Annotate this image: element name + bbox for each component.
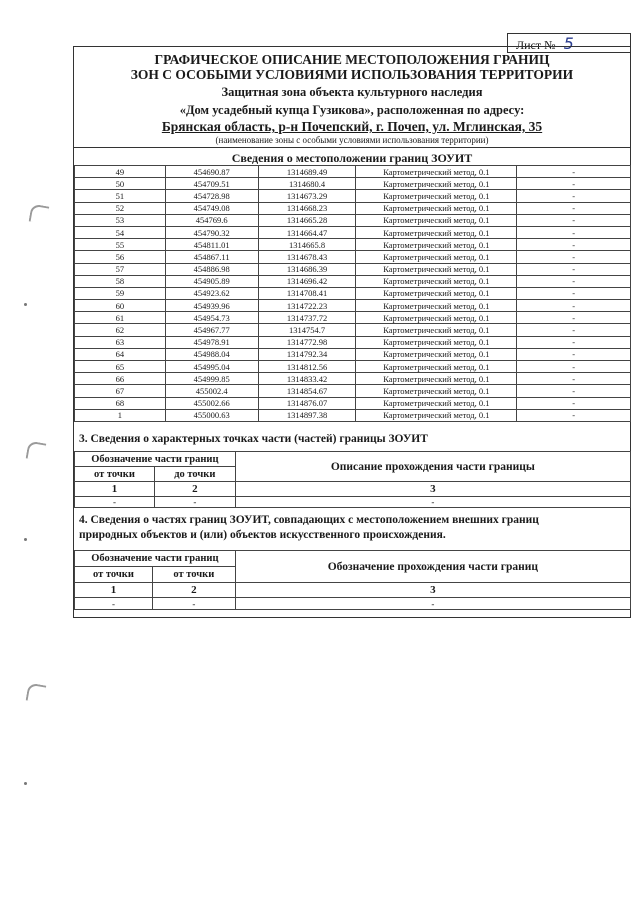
coord-y-cell: 1314812.56 [258, 361, 356, 373]
section3-col-from: от точки [75, 467, 155, 482]
formula-cell: - [517, 178, 631, 190]
table-row [75, 239, 631, 251]
coord-x-cell: 455002.66 [165, 397, 258, 409]
point-number-cell: 66 [75, 373, 166, 385]
table-row [75, 287, 631, 299]
method-cell: Картометрический метод, 0.1 [356, 166, 517, 178]
coord-y-cell: 1314708.41 [258, 287, 356, 299]
coord-x-cell: 454749.08 [165, 202, 258, 214]
method-cell: Картометрический метод, 0.1 [356, 275, 517, 287]
table-row [75, 397, 631, 409]
coord-y-cell: 1314754.7 [258, 324, 356, 336]
method-cell: Картометрический метод, 0.1 [356, 300, 517, 312]
table-row [75, 324, 631, 336]
section4-col-to: от точки [152, 567, 235, 583]
coord-y-cell: 1314737.72 [258, 312, 356, 324]
method-cell: Картометрический метод, 0.1 [356, 239, 517, 251]
coord-x-cell: 454769.6 [165, 214, 258, 226]
table-row [75, 275, 631, 287]
point-number-cell: 52 [75, 202, 166, 214]
formula-cell: - [517, 373, 631, 385]
section3-val-3: - [235, 497, 630, 508]
table-row [75, 190, 631, 202]
section4-table [74, 550, 631, 610]
title-line-3: Защитная зона объекта культурного наследия [221, 85, 483, 99]
divider [74, 147, 630, 148]
formula-cell: - [517, 190, 631, 202]
sheet-number-label: Лист № [516, 38, 556, 52]
point-number-cell: 55 [75, 239, 166, 251]
method-cell: Картометрический метод, 0.1 [356, 336, 517, 348]
formula-cell: - [517, 336, 631, 348]
section3-num-3: 3 [235, 482, 630, 497]
table-row [75, 178, 631, 190]
point-number-cell: 57 [75, 263, 166, 275]
section3-title: 3. Сведения о характерных точках части (частей) границы ЗОУИТ [79, 433, 428, 445]
table-row [75, 348, 631, 360]
coord-y-cell: 1314668.23 [258, 202, 356, 214]
point-number-cell: 64 [75, 348, 166, 360]
method-cell: Картометрический метод, 0.1 [356, 397, 517, 409]
coord-x-cell: 454867.11 [165, 251, 258, 263]
table-row [75, 226, 631, 238]
boundaries-section-title: Сведения о местоположении границ ЗОУИТ [231, 151, 473, 165]
coord-x-cell: 454954.73 [165, 312, 258, 324]
point-number-cell: 60 [75, 300, 166, 312]
coord-y-cell: 1314689.49 [258, 166, 356, 178]
section4-val-1: - [75, 598, 153, 610]
method-cell: Картометрический метод, 0.1 [356, 385, 517, 397]
section4-num-3: 3 [235, 583, 630, 598]
section3-num-1: 1 [75, 482, 155, 497]
point-number-cell: 63 [75, 336, 166, 348]
table-row [75, 409, 631, 421]
formula-cell: - [517, 239, 631, 251]
method-cell: Картометрический метод, 0.1 [356, 312, 517, 324]
formula-cell: - [517, 275, 631, 287]
coord-x-cell: 454995.04 [165, 361, 258, 373]
point-number-cell: 62 [75, 324, 166, 336]
formula-cell: - [517, 397, 631, 409]
zone-caption: (наименование зоны с особыми условиями использования территории) [215, 135, 489, 145]
coord-y-cell: 1314686.39 [258, 263, 356, 275]
coord-x-cell: 454923.62 [165, 287, 258, 299]
zone-address: Брянская область, р-н Почепский, г. Почеп, ул. Мглинская, 35 [161, 119, 543, 134]
coord-x-cell: 454988.04 [165, 348, 258, 360]
coord-y-cell: 1314665.28 [258, 214, 356, 226]
point-number-cell: 50 [75, 178, 166, 190]
formula-cell: - [517, 287, 631, 299]
coord-y-cell: 1314854.67 [258, 385, 356, 397]
coord-x-cell: 454978.91 [165, 336, 258, 348]
method-cell: Картометрический метод, 0.1 [356, 287, 517, 299]
section3-col-to: до точки [154, 467, 235, 482]
title-line-2: ЗОН С ОСОБЫМИ УСЛОВИЯМИ ИСПОЛЬЗОВАНИЯ ТЕРРИТОРИИ [130, 67, 574, 82]
coord-y-cell: 1314897.38 [258, 409, 356, 421]
method-cell: Картометрический метод, 0.1 [356, 263, 517, 275]
point-number-cell: 51 [75, 190, 166, 202]
coord-y-cell: 1314833.42 [258, 373, 356, 385]
method-cell: Картометрический метод, 0.1 [356, 324, 517, 336]
coord-y-cell: 1314678.43 [258, 251, 356, 263]
punch-hole-mark [26, 683, 47, 704]
method-cell: Картометрический метод, 0.1 [356, 373, 517, 385]
coord-y-cell: 1314673.29 [258, 190, 356, 202]
title-line-4: «Дом усадебный купца Гузикова», расположенная по адресу: [179, 103, 525, 117]
coord-x-cell: 454728.98 [165, 190, 258, 202]
point-number-cell: 49 [75, 166, 166, 178]
coord-y-cell: 1314665.8 [258, 239, 356, 251]
coord-y-cell: 1314792.34 [258, 348, 356, 360]
section4-col-desc: Обозначение прохождения части границ [235, 551, 630, 583]
formula-cell: - [517, 300, 631, 312]
coord-y-cell: 1314696.42 [258, 275, 356, 287]
title-line-1: ГРАФИЧЕСКОЕ ОПИСАНИЕ МЕСТОПОЛОЖЕНИЯ ГРАНИЦ [154, 52, 550, 67]
formula-cell: - [517, 263, 631, 275]
table-row [75, 214, 631, 226]
method-cell: Картометрический метод, 0.1 [356, 409, 517, 421]
table-row [75, 361, 631, 373]
point-number-cell: 65 [75, 361, 166, 373]
section3-table [74, 451, 631, 508]
coord-x-cell: 455000.63 [165, 409, 258, 421]
table-row [75, 202, 631, 214]
coord-x-cell: 454886.98 [165, 263, 258, 275]
point-number-cell: 59 [75, 287, 166, 299]
section3-col-group: Обозначение части границ [75, 452, 236, 467]
formula-cell: - [517, 409, 631, 421]
point-number-cell: 54 [75, 226, 166, 238]
punch-hole-mark [26, 441, 47, 462]
section4-val-2: - [152, 598, 235, 610]
formula-cell: - [517, 361, 631, 373]
sheet-number-value: 5 [563, 34, 574, 53]
coord-y-cell: 1314722.23 [258, 300, 356, 312]
formula-cell: - [517, 202, 631, 214]
formula-cell: - [517, 214, 631, 226]
document-frame [73, 46, 631, 618]
method-cell: Картометрический метод, 0.1 [356, 348, 517, 360]
point-number-cell: 67 [75, 385, 166, 397]
method-cell: Картометрический метод, 0.1 [356, 251, 517, 263]
point-number-cell: 58 [75, 275, 166, 287]
coord-y-cell: 1314876.07 [258, 397, 356, 409]
section3-num-2: 2 [154, 482, 235, 497]
table-row [75, 166, 631, 178]
formula-cell: - [517, 251, 631, 263]
point-number-cell: 53 [75, 214, 166, 226]
method-cell: Картометрический метод, 0.1 [356, 190, 517, 202]
table-row [75, 312, 631, 324]
coord-x-cell: 454790.32 [165, 226, 258, 238]
point-number-cell: 61 [75, 312, 166, 324]
coord-y-cell: 1314772.98 [258, 336, 356, 348]
method-cell: Картометрический метод, 0.1 [356, 361, 517, 373]
section4-num-2: 2 [152, 583, 235, 598]
point-number-cell: 56 [75, 251, 166, 263]
coord-x-cell: 454939.96 [165, 300, 258, 312]
point-number-cell: 1 [75, 409, 166, 421]
punch-dot [24, 538, 27, 541]
section4-col-from: от точки [75, 567, 153, 583]
table-row [75, 263, 631, 275]
section4-title-line-1: 4. Сведения о частях границ ЗОУИТ, совпадающих с местоположением внешних границ [79, 514, 539, 526]
method-cell: Картометрический метод, 0.1 [356, 178, 517, 190]
section4-num-1: 1 [75, 583, 153, 598]
method-cell: Картометрический метод, 0.1 [356, 226, 517, 238]
coord-x-cell: 454999.85 [165, 373, 258, 385]
coord-x-cell: 454690.87 [165, 166, 258, 178]
formula-cell: - [517, 166, 631, 178]
section4-col-group: Обозначение части границ [75, 551, 236, 567]
table-row [75, 300, 631, 312]
punch-dot [24, 782, 27, 785]
formula-cell: - [517, 226, 631, 238]
section3-col-desc: Описание прохождения части границы [235, 452, 630, 482]
coordinates-table [74, 165, 631, 422]
punch-hole-mark [29, 204, 50, 225]
section3-val-2: - [154, 497, 235, 508]
table-row [75, 251, 631, 263]
table-row [75, 385, 631, 397]
table-row [75, 373, 631, 385]
coord-x-cell: 454967.77 [165, 324, 258, 336]
formula-cell: - [517, 385, 631, 397]
section4-val-3: - [235, 598, 630, 610]
section4-title-line-2: природных объектов и (или) объектов искусственного происхождения. [79, 529, 446, 541]
coord-x-cell: 455002.4 [165, 385, 258, 397]
coord-y-cell: 1314680.4 [258, 178, 356, 190]
coord-x-cell: 454709.51 [165, 178, 258, 190]
method-cell: Картометрический метод, 0.1 [356, 214, 517, 226]
method-cell: Картометрический метод, 0.1 [356, 202, 517, 214]
point-number-cell: 68 [75, 397, 166, 409]
formula-cell: - [517, 312, 631, 324]
formula-cell: - [517, 348, 631, 360]
coord-x-cell: 454811.01 [165, 239, 258, 251]
table-row [75, 336, 631, 348]
formula-cell: - [517, 324, 631, 336]
section3-val-1: - [75, 497, 155, 508]
coord-y-cell: 1314664.47 [258, 226, 356, 238]
punch-dot [24, 303, 27, 306]
coord-x-cell: 454905.89 [165, 275, 258, 287]
